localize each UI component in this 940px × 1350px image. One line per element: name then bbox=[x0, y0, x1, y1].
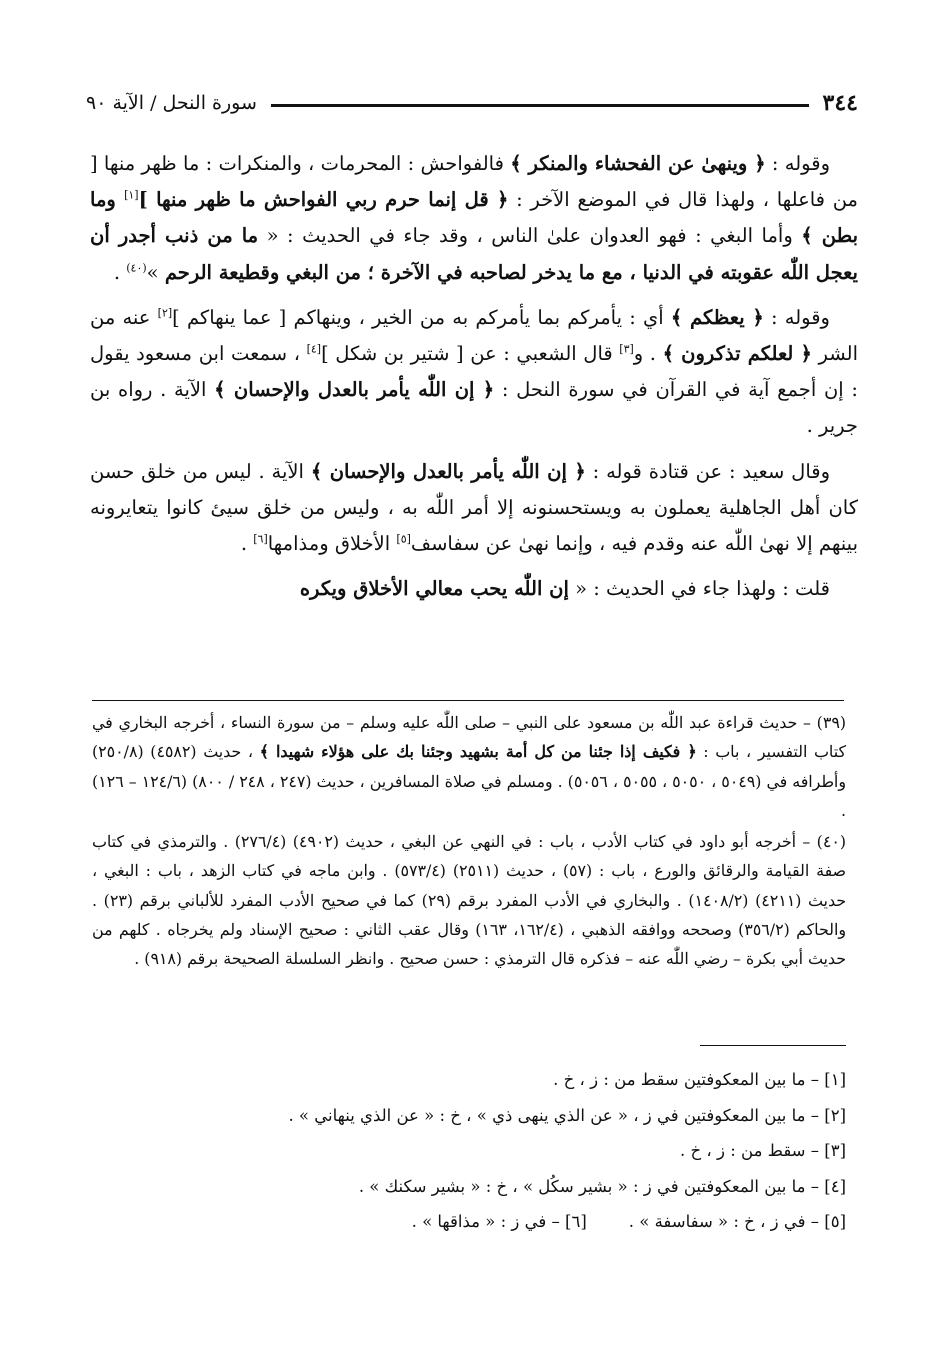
footnote-ref: (٤٠) bbox=[126, 261, 147, 275]
footnote-40: (٤٠) – أخرجه أبو داود في كتاب الأدب ، باب : في النهي عن البغي ، حديث (٤٩٠٢) (٢٧٦/٤) . والترمذي في كتاب صفة القيامة والرقائق والورع ، باب : (٥٧) ، حديث (٢٥١١) (٥٧٣/٤) . وابن ماجه في كتاب الزهد ، باب : البغي ، حديث (٤٢١١) (١٤٠٨/٢) . والبخاري في الأدب المفرد برقم (٢٩) كما في صحيح الأدب المفرد للألباني برقم (٢٣) . والحاكم (٣٥٦/٢) وصححه ووافقه الذهبي ، (١٦٢/٤، ١٦٣) وقال عقب الثاني : صحيح الإسناد ولم يخرجاه . كلهم من حديث أبي بكرة – رضي اللّٰه عنه – فذكره قال الترمذي : حسن صحيح . وانظر السلسلة الصحيحة برقم (٩١٨) . bbox=[92, 832, 847, 969]
variant-ref: [٣] bbox=[619, 342, 634, 356]
footnotes bbox=[92, 708, 846, 976]
hadith-quote: إن اللّٰه يحب معالي الأخلاق ويكره bbox=[299, 577, 569, 601]
quran-quote: ﴿ قل إنما حرم ربي الفواحش ما ظهر منها ] bbox=[138, 188, 509, 212]
variant-note-3: [٣] – سقط من : ز ، خ . bbox=[680, 1141, 846, 1160]
quran-quote: ﴿ إن اللّٰه يأمر بالعدل والإحسان ﴾ bbox=[214, 378, 495, 402]
variant-ref: [٢] bbox=[157, 306, 173, 320]
footnote-39: (٣٩) – حديث قراءة عبد اللّٰه بن مسعود على النبي – صلى اللّٰه عليه وسلم – من سورة النساء ، أخرجه البخاري في كتاب التفسير ، باب : ﴿ فكيف إذا جئنا من كل أمة بشهيد وجئنا بك على هؤلاء شهيدا ﴾ ، حديث (٤٥٨٢) (٢٥٠/٨) وأطرافه في (٥٠٤٩ ، ٥٠٥٠ ، ٥٠٥٥ ، ٥٠٥٦) . ومسلم في صلاة المسافرين ، حديث (٢٤٧ ، ٢٤٨ / ٨٠٠) (١٢٤/٦ – ١٢٦) . bbox=[92, 713, 846, 820]
manuscript-variants bbox=[100, 1062, 846, 1240]
variants-separator bbox=[700, 1045, 846, 1046]
footnote-separator bbox=[92, 700, 844, 701]
variant-ref: [١] bbox=[124, 188, 139, 202]
variant-ref: [٦] bbox=[253, 532, 268, 546]
variant-note-6: [٦] – في ز : « مذاقها » . bbox=[411, 1212, 587, 1231]
variant-note-1: [١] – ما بين المعكوفتين سقط من : ز ، خ . bbox=[553, 1070, 846, 1089]
quran-quote: ﴿ لعلكم تذكرون ﴾ bbox=[662, 342, 812, 366]
variant-note-5: [٥] – في ز ، خ : « سفاسفة » . bbox=[628, 1212, 846, 1231]
running-title: سورة النحل / الآية ٩٠ bbox=[86, 92, 257, 114]
paragraph-2: وقوله : ﴿ يعظكم ﴾ أي : يأمركم بما يأمركم به من الخير ، وينهاكم [ عما ينهاكم ][٢] عنه من الشر ﴿ لعلكم تذكرون ﴾ . و[٣] قال الشعبي : عن [ شتير بن شكل ][٤] ، سمعت ابن مسعود يقول : إن أجمع آية في القرآن في سورة النحل : ﴿ إن اللّٰه يأمر بالعدل والإحسان ﴾ الآية . رواه بن جرير . bbox=[90, 305, 858, 438]
quran-quote: وما بطن ﴾ bbox=[90, 188, 859, 248]
variant-note-2: [٢] – ما بين المعكوفتين في ز ، « عن الذي ينهى ذي » ، خ : « عن الذي ينهاني » . bbox=[288, 1105, 846, 1125]
variant-ref: [٤] bbox=[306, 342, 322, 356]
variant-notes-5-6 bbox=[100, 1204, 846, 1240]
hadith-quote: ما من ذنب أجدر أن يعجل اللّٰه عقوبته في الدنيا ، مع ما يدخر لصاحبه في الآخرة ؛ من البغي وقطيعة الرحم bbox=[90, 224, 858, 284]
header-rule bbox=[271, 104, 809, 107]
variant-ref: [٥] bbox=[396, 532, 411, 546]
quran-quote: ﴿ وينهىٰ عن الفحشاء والمنكر ﴾ bbox=[510, 152, 766, 175]
page-number: ٣٤٤ bbox=[822, 90, 858, 116]
quran-quote: ﴿ إن اللّٰه يأمر بالعدل والإحسان ﴾ bbox=[310, 459, 586, 483]
quran-quote: ﴿ يعظكم ﴾ bbox=[670, 305, 764, 329]
paragraph-3: وقال سعيد : عن قتادة قوله : ﴿ إن اللّٰه يأمر بالعدل والإحسان ﴾ الآية . ليس من خلق حسن كان أهل الجاهلية يعملون به ويستحسنونه إلا أمر اللّٰه به ، وليس من خلق سيئ كانوا يتعايرونه بينهم إلا نهىٰ اللّٰه عنه وقدم فيه ، وإنما نهىٰ عن سفاسف[٥] الأخلاق ومذامها[٦] . bbox=[90, 459, 858, 556]
paragraph-4: قلت : ولهذا جاء في الحديث : « إن اللّٰه يحب معالي الأخلاق ويكره bbox=[299, 577, 830, 601]
page-header bbox=[86, 86, 858, 120]
paragraph-1: وقوله : ﴿ وينهىٰ عن الفحشاء والمنكر ﴾ فالفواحش : المحرمات ، والمنكرات : ما ظهر منها [ من فاعلها ، ولهذا قال في الموضع الآخر : ﴿ قل إنما حرم ربي الفواحش ما ظهر منها ][١] وما بطن ﴾ وأما البغي : فهو العدوان علىٰ الناس ، وقد جاء في الحديث : « ما من ذنب أجدر أن يعجل اللّٰه عقوبته في الدنيا ، مع ما يدخر لصاحبه في الآخرة ؛ من البغي وقطيعة الرحم »$^{(٤٠)}$ . bbox=[90, 152, 859, 284]
variant-note-4: [٤] – ما بين المعكوفتين في ز : « بشير سكُل » ، خ : « بشير سكنك » . bbox=[358, 1176, 846, 1196]
main-text bbox=[90, 146, 858, 616]
